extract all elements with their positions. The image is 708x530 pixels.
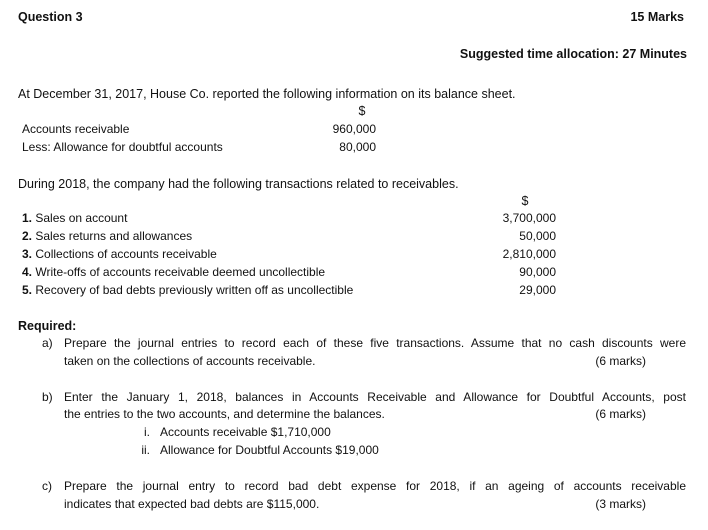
part-letter: a): [42, 336, 53, 350]
part-marks: (6 marks): [595, 354, 646, 368]
transaction-number: 5.: [22, 283, 33, 297]
part-letter: c): [42, 479, 52, 493]
balance-currency-header: $: [358, 104, 366, 118]
transaction-label: Sales on account: [35, 211, 128, 225]
transaction-row: [22, 264, 325, 280]
transaction-number: 4.: [22, 265, 33, 279]
subitem-text: Allowance for Doubtful Accounts $19,000: [160, 443, 379, 457]
balance-row-value: 960,000: [332, 122, 376, 136]
subitem-number: ii.: [141, 443, 150, 457]
transactions-currency-header: $: [521, 194, 529, 208]
transaction-value: 50,000: [519, 229, 556, 243]
transaction-number: 3.: [22, 247, 33, 261]
part-text-line1: Prepare the journal entries to record each of these five transactions. Assume that no cash discounts were: [64, 336, 686, 350]
part-text-line1: Prepare the journal entry to record bad debt expense for 2018, if an ageing of accounts receivable: [64, 479, 686, 493]
question-title: Question 3: [18, 10, 83, 24]
part-text-line2: taken on the collections of accounts receivable.: [64, 354, 316, 368]
transaction-value: 3,700,000: [502, 211, 556, 225]
transaction-value: 90,000: [519, 265, 556, 279]
transaction-row: [22, 228, 192, 244]
part-marks: (6 marks): [595, 407, 646, 421]
part-marks: (3 marks): [595, 497, 646, 511]
transaction-number: 1.: [22, 211, 33, 225]
part-text-line2: indicates that expected bad debts are $115,000.: [64, 497, 320, 511]
required-heading: Required:: [18, 319, 77, 333]
balance-row-label: Less: Allowance for doubtful accounts: [22, 140, 223, 154]
balance-row-value: 80,000: [339, 140, 376, 154]
transaction-label: Recovery of bad debts previously written off as uncollectible: [35, 283, 354, 297]
part-text-line1: Enter the January 1, 2018, balances in Accounts Receivable and Allowance for Doubtful Accounts, post: [64, 390, 686, 404]
transaction-value: 29,000: [519, 283, 556, 297]
balance-row-label: Accounts receivable: [22, 122, 130, 136]
marks-label: 15 Marks: [630, 10, 684, 24]
subitem-number: i.: [144, 425, 150, 439]
transaction-row: [22, 282, 353, 298]
intro-text: At December 31, 2017, House Co. reported the following information on its balance sheet.: [18, 87, 516, 101]
transaction-label: Write-offs of accounts receivable deemed uncollectible: [35, 265, 326, 279]
transaction-row: [22, 246, 217, 262]
transaction-row: [22, 210, 127, 226]
part-text-line2: the entries to the two accounts, and determine the balances.: [64, 407, 385, 421]
transaction-label: Sales returns and allowances: [35, 229, 193, 243]
part-letter: b): [42, 390, 53, 404]
transaction-label: Collections of accounts receivable: [35, 247, 217, 261]
transaction-value: 2,810,000: [502, 247, 556, 261]
transaction-number: 2.: [22, 229, 33, 243]
time-allocation: Suggested time allocation: 27 Minutes: [459, 47, 687, 61]
subitem-text: Accounts receivable $1,710,000: [160, 425, 331, 439]
transactions-intro: During 2018, the company had the following transactions related to receivables.: [18, 177, 459, 191]
